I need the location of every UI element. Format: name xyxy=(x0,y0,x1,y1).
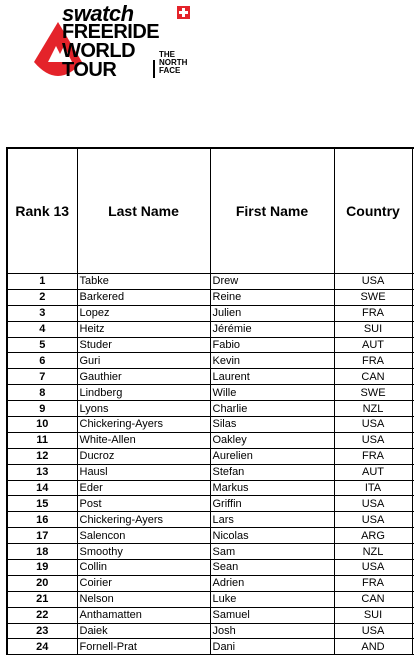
country-cell: FRA xyxy=(334,305,412,321)
last-name-cell: Salencon xyxy=(77,528,210,544)
swatch-brand-text: swatch xyxy=(62,1,134,26)
rank-cell: 24 xyxy=(7,639,77,655)
rank-cell: 17 xyxy=(7,528,77,544)
first-name-cell: Adrien xyxy=(210,575,334,591)
country-cell: USA xyxy=(334,417,412,433)
table-row xyxy=(7,385,414,401)
last-name-cell: White-Allen xyxy=(77,432,210,448)
country-cell: FRA xyxy=(334,353,412,369)
header-first-name: First Name xyxy=(210,148,334,274)
last-name-cell: Eder xyxy=(77,480,210,496)
country-cell: CAN xyxy=(334,591,412,607)
rank-cell: 6 xyxy=(7,353,77,369)
table-row xyxy=(7,591,414,607)
header-country: Country xyxy=(334,148,412,274)
first-name-cell: Lars xyxy=(210,512,334,528)
last-name-cell: Tabke xyxy=(77,274,210,290)
country-cell: FRA xyxy=(334,448,412,464)
table-row xyxy=(7,528,414,544)
country-cell: USA xyxy=(334,432,412,448)
first-name-cell: Josh xyxy=(210,623,334,639)
first-name-cell: Markus xyxy=(210,480,334,496)
table-row xyxy=(7,575,414,591)
table-row xyxy=(7,401,414,417)
first-name-cell: Samuel xyxy=(210,607,334,623)
last-name-cell: Barkered xyxy=(77,289,210,305)
last-name-cell: Anthamatten xyxy=(77,607,210,623)
rank-cell: 3 xyxy=(7,305,77,321)
rank-cell: 15 xyxy=(7,496,77,512)
country-cell: USA xyxy=(334,274,412,290)
rankings-table xyxy=(6,147,414,655)
table-row xyxy=(7,321,414,337)
logo-title-line-1: FREERIDE xyxy=(62,21,160,43)
rank-cell: 1 xyxy=(7,274,77,290)
rank-cell: 12 xyxy=(7,448,77,464)
table-row xyxy=(7,480,414,496)
country-cell: SUI xyxy=(334,607,412,623)
table-row xyxy=(7,607,414,623)
table-row xyxy=(7,464,414,480)
country-cell: ITA xyxy=(334,480,412,496)
sponsor-line-2: NORTH xyxy=(159,58,188,67)
sponsor-line-3: FACE xyxy=(159,66,181,75)
header-last-name: Last Name xyxy=(77,148,210,274)
table-header-row xyxy=(7,148,414,274)
last-name-cell: Studer xyxy=(77,337,210,353)
first-name-cell: Drew xyxy=(210,274,334,290)
logo-divider xyxy=(153,60,155,78)
table-row xyxy=(7,448,414,464)
rank-cell: 11 xyxy=(7,432,77,448)
last-name-cell: Fornell-Prat xyxy=(77,639,210,655)
table-row xyxy=(7,544,414,560)
country-cell: AUT xyxy=(334,337,412,353)
first-name-cell: Sean xyxy=(210,560,334,576)
country-cell: USA xyxy=(334,512,412,528)
last-name-cell: Guri xyxy=(77,353,210,369)
first-name-cell: Jérémie xyxy=(210,321,334,337)
last-name-cell: Lyons xyxy=(77,401,210,417)
last-name-cell: Coirier xyxy=(77,575,210,591)
country-cell: USA xyxy=(334,496,412,512)
rank-cell: 5 xyxy=(7,337,77,353)
last-name-cell: Lindberg xyxy=(77,385,210,401)
first-name-cell: Luke xyxy=(210,591,334,607)
first-name-cell: Laurent xyxy=(210,369,334,385)
last-name-cell: Chickering-Ayers xyxy=(77,512,210,528)
rank-cell: 2 xyxy=(7,289,77,305)
last-name-cell: Gauthier xyxy=(77,369,210,385)
first-name-cell: Fabio xyxy=(210,337,334,353)
table-row xyxy=(7,639,414,655)
country-cell: USA xyxy=(334,560,412,576)
rank-cell: 22 xyxy=(7,607,77,623)
country-cell: NZL xyxy=(334,544,412,560)
table-row xyxy=(7,289,414,305)
country-cell: SWE xyxy=(334,385,412,401)
table-row xyxy=(7,496,414,512)
last-name-cell: Chickering-Ayers xyxy=(77,417,210,433)
table-row xyxy=(7,353,414,369)
first-name-cell: Charlie xyxy=(210,401,334,417)
rank-cell: 8 xyxy=(7,385,77,401)
last-name-cell: Heitz xyxy=(77,321,210,337)
last-name-cell: Lopez xyxy=(77,305,210,321)
country-cell: CAN xyxy=(334,369,412,385)
logo-title-line-3: TOUR xyxy=(62,59,117,81)
first-name-cell: Oakley xyxy=(210,432,334,448)
last-name-cell: Collin xyxy=(77,560,210,576)
last-name-cell: Post xyxy=(77,496,210,512)
table-row xyxy=(7,337,414,353)
country-cell: ARG xyxy=(334,528,412,544)
rank-cell: 23 xyxy=(7,623,77,639)
first-name-cell: Silas xyxy=(210,417,334,433)
country-cell: SWE xyxy=(334,289,412,305)
first-name-cell: Reine xyxy=(210,289,334,305)
table-row xyxy=(7,512,414,528)
last-name-cell: Ducroz xyxy=(77,448,210,464)
rank-cell: 19 xyxy=(7,560,77,576)
first-name-cell: Nicolas xyxy=(210,528,334,544)
rank-cell: 16 xyxy=(7,512,77,528)
country-cell: AND xyxy=(334,639,412,655)
sponsor-line-1: THE xyxy=(159,50,175,59)
rank-cell: 4 xyxy=(7,321,77,337)
rank-cell: 20 xyxy=(7,575,77,591)
last-name-cell: Smoothy xyxy=(77,544,210,560)
country-cell: FRA xyxy=(334,575,412,591)
first-name-cell: Aurelien xyxy=(210,448,334,464)
country-cell: AUT xyxy=(334,464,412,480)
rank-cell: 10 xyxy=(7,417,77,433)
first-name-cell: Stefan xyxy=(210,464,334,480)
first-name-cell: Julien xyxy=(210,305,334,321)
country-cell: USA xyxy=(334,623,412,639)
first-name-cell: Wille xyxy=(210,385,334,401)
rank-cell: 13 xyxy=(7,464,77,480)
first-name-cell: Sam xyxy=(210,544,334,560)
table-row xyxy=(7,623,414,639)
first-name-cell: Dani xyxy=(210,639,334,655)
table-row xyxy=(7,417,414,433)
table-body xyxy=(7,274,414,655)
swiss-cross-icon xyxy=(177,6,190,19)
rank-cell: 14 xyxy=(7,480,77,496)
table-row xyxy=(7,432,414,448)
first-name-cell: Griffin xyxy=(210,496,334,512)
rank-cell: 9 xyxy=(7,401,77,417)
table-row xyxy=(7,274,414,290)
table-row xyxy=(7,305,414,321)
last-name-cell: Daiek xyxy=(77,623,210,639)
country-cell: NZL xyxy=(334,401,412,417)
header-rank: Rank 13 xyxy=(7,148,77,274)
rank-cell: 7 xyxy=(7,369,77,385)
table-row xyxy=(7,560,414,576)
country-cell: SUI xyxy=(334,321,412,337)
table-row xyxy=(7,369,414,385)
first-name-cell: Kevin xyxy=(210,353,334,369)
logo-title-line-2: WORLD xyxy=(62,40,136,62)
rank-cell: 18 xyxy=(7,544,77,560)
last-name-cell: Nelson xyxy=(77,591,210,607)
rank-cell: 21 xyxy=(7,591,77,607)
last-name-cell: Hausl xyxy=(77,464,210,480)
